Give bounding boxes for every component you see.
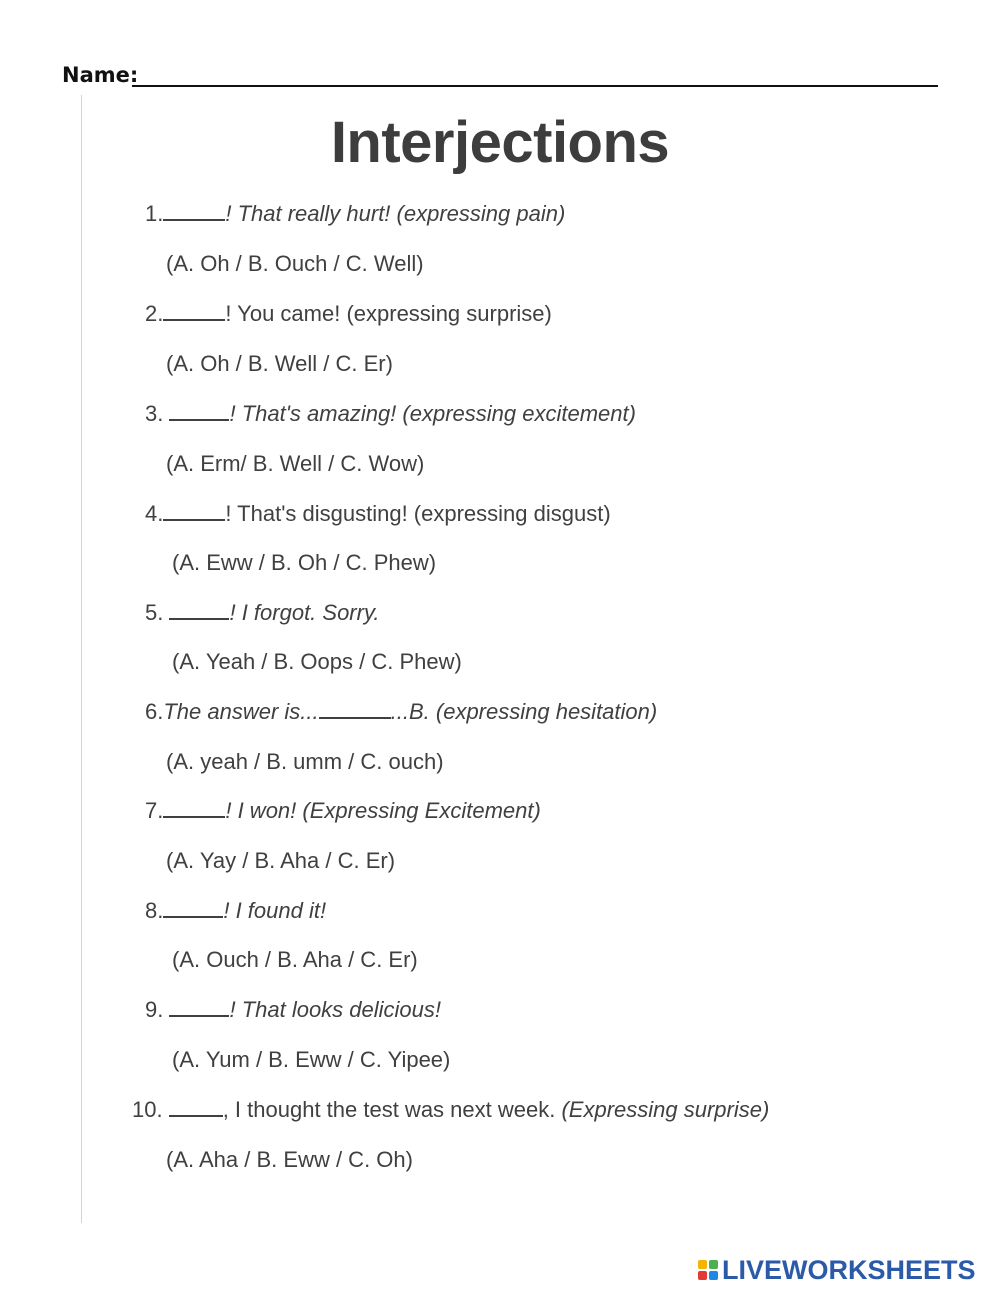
question-number: 9. bbox=[145, 997, 170, 1022]
name-input-line[interactable] bbox=[132, 85, 938, 87]
options-8: (A. Ouch / B. Aha / C. Er) bbox=[172, 947, 418, 972]
answer-blank[interactable] bbox=[319, 699, 391, 719]
logo-icon bbox=[698, 1260, 718, 1280]
options-10: (A. Aha / B. Eww / C. Oh) bbox=[166, 1147, 413, 1172]
options-1: (A. Oh / B. Ouch / C. Well) bbox=[166, 251, 424, 276]
question-4 bbox=[145, 500, 611, 528]
question-text: ! That looks delicious! bbox=[229, 997, 442, 1022]
question-text: ! I found it! bbox=[223, 898, 327, 923]
logo-square-green bbox=[709, 1260, 718, 1269]
question-6 bbox=[145, 698, 657, 726]
options-9: (A. Yum / B. Eww / C. Yipee) bbox=[172, 1047, 451, 1072]
question-text: ! That's amazing! (expressing excitement) bbox=[229, 401, 636, 426]
margin-line bbox=[81, 95, 82, 1223]
answer-blank[interactable] bbox=[163, 501, 225, 521]
question-2 bbox=[145, 300, 552, 328]
question-number: 3. bbox=[145, 401, 170, 426]
question-text: ! That really hurt! (expressing pain) bbox=[225, 201, 566, 226]
question-number: 4. bbox=[145, 501, 164, 526]
question-text: , I thought the test was next week. bbox=[222, 1097, 562, 1122]
options-2: (A. Oh / B. Well / C. Er) bbox=[166, 351, 393, 376]
question-text: ! I won! (Expressing Excitement) bbox=[225, 798, 541, 823]
answer-blank[interactable] bbox=[163, 301, 225, 321]
question-number: 2. bbox=[145, 301, 164, 326]
question-5 bbox=[145, 599, 379, 627]
question-number: 10. bbox=[132, 1097, 169, 1122]
question-text-italic: (Expressing surprise) bbox=[561, 1097, 770, 1122]
answer-blank[interactable] bbox=[169, 401, 229, 421]
options-7: (A. Yay / B. Aha / C. Er) bbox=[166, 848, 396, 873]
name-label: Name: bbox=[62, 63, 139, 87]
liveworksheets-logo[interactable] bbox=[698, 1255, 976, 1285]
question-number: 1. bbox=[145, 201, 164, 226]
answer-blank[interactable] bbox=[169, 600, 229, 620]
question-text: ! I forgot. Sorry. bbox=[229, 600, 380, 625]
question-9 bbox=[145, 996, 441, 1024]
question-number: 5. bbox=[145, 600, 170, 625]
options-3: (A. Erm/ B. Well / C. Wow) bbox=[166, 451, 425, 476]
question-8 bbox=[145, 897, 326, 925]
question-1 bbox=[145, 200, 565, 228]
question-number: 7. bbox=[145, 798, 164, 823]
answer-blank[interactable] bbox=[163, 898, 223, 918]
logo-square-red bbox=[698, 1271, 707, 1280]
answer-blank[interactable] bbox=[163, 201, 225, 221]
answer-blank[interactable] bbox=[169, 1097, 223, 1117]
question-number: 8. bbox=[145, 898, 164, 923]
options-5: (A. Yeah / B. Oops / C. Phew) bbox=[172, 649, 462, 674]
page-title: Interjections bbox=[330, 110, 670, 175]
question-10 bbox=[132, 1096, 769, 1124]
options-4: (A. Eww / B. Oh / C. Phew) bbox=[172, 550, 437, 575]
question-text-before: The answer is... bbox=[163, 699, 319, 724]
logo-square-blue bbox=[709, 1271, 718, 1280]
question-text: ! That's disgusting! (expressing disgust) bbox=[225, 501, 611, 526]
question-text-after: ...B. (expressing hesitation) bbox=[390, 699, 658, 724]
answer-blank[interactable] bbox=[169, 997, 229, 1017]
question-number: 6. bbox=[145, 699, 164, 724]
question-3 bbox=[145, 400, 636, 428]
answer-blank[interactable] bbox=[163, 798, 225, 818]
logo-square-yellow bbox=[698, 1260, 707, 1269]
logo-text: LIVEWORKSHEETS bbox=[722, 1254, 976, 1285]
question-7 bbox=[145, 797, 541, 825]
question-text: ! You came! (expressing surprise) bbox=[225, 301, 552, 326]
options-6: (A. yeah / B. umm / C. ouch) bbox=[166, 749, 444, 774]
name-row bbox=[62, 62, 938, 92]
